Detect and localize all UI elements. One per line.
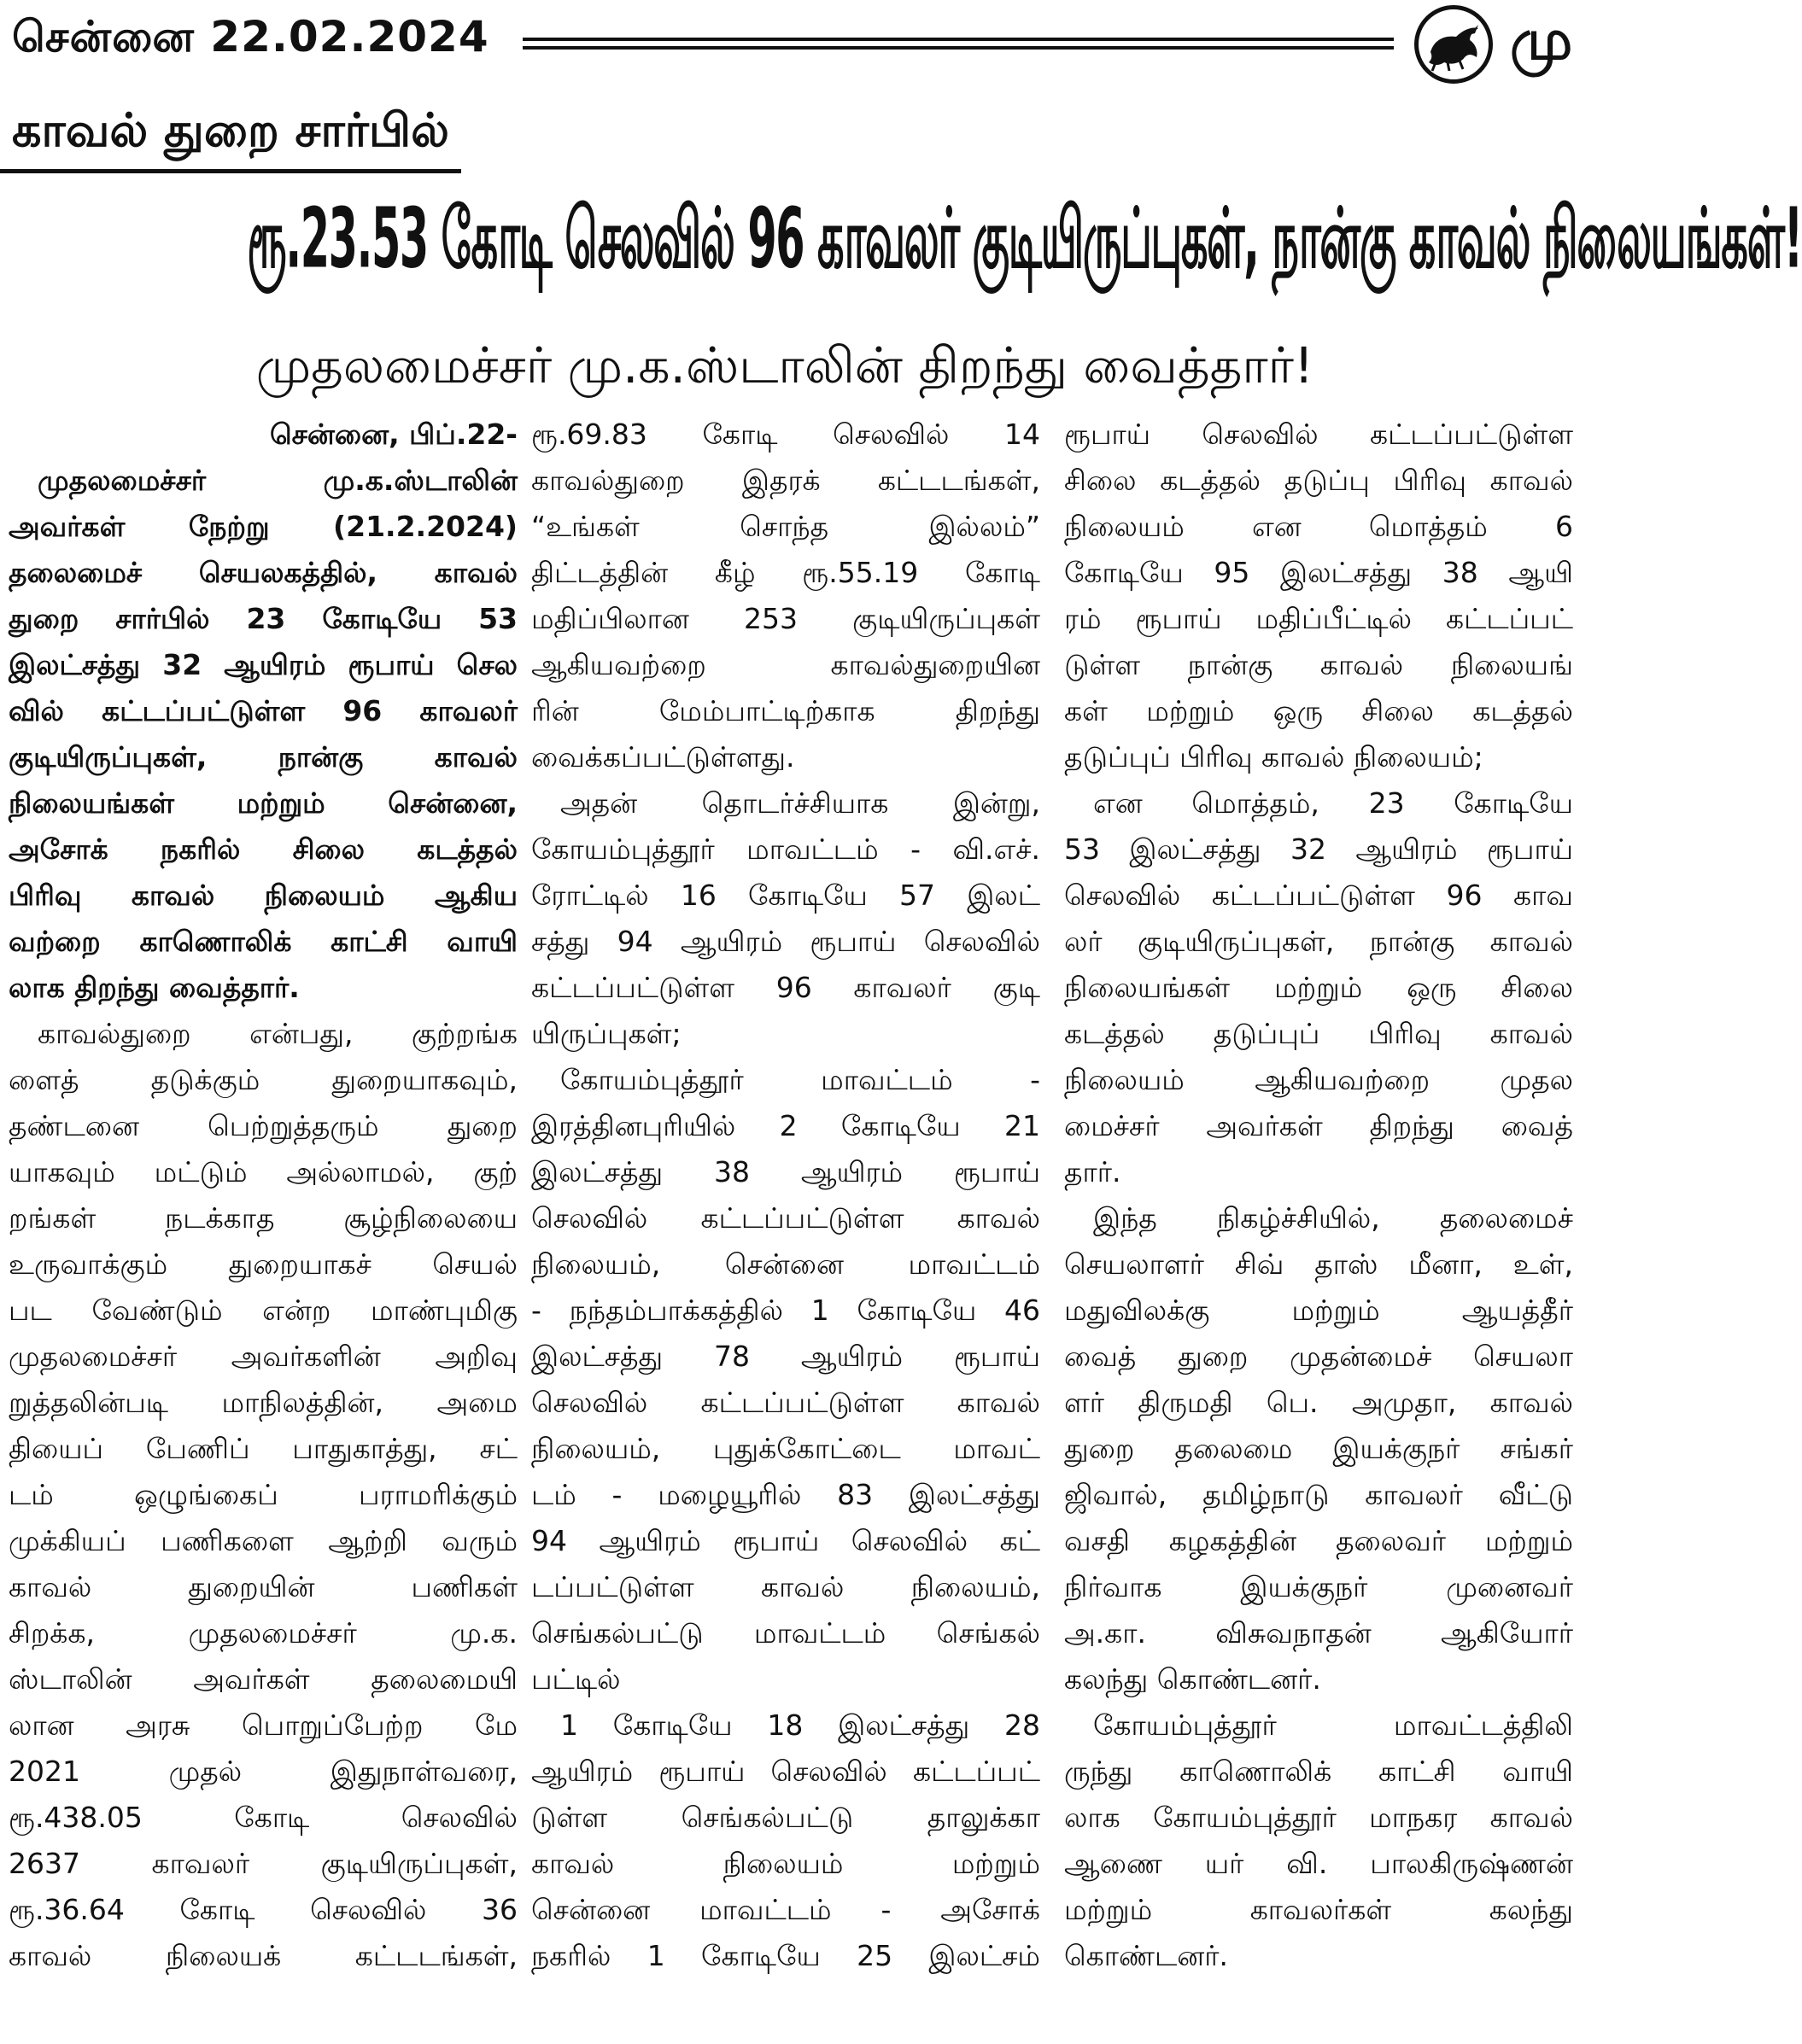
text-line: பிரிவு காவல் நிலையம் ஆகிய xyxy=(9,879,518,912)
text-line: றுத்தலின்படி மாநிலத்தின், அமை xyxy=(9,1386,518,1419)
text-line: பட வேண்டும் என்ற மாண்புமிகு xyxy=(9,1294,518,1327)
text-line: கோடியே 95 இலட்சத்து 38 ஆயி xyxy=(1064,556,1573,589)
text-line: ரூபாய் செலவில் கட்டப்பட்டுள்ள xyxy=(1064,418,1573,451)
text-line: அசோக் நகரில் சிலை கடத்தல் xyxy=(9,832,518,866)
bull-emblem-logo-icon xyxy=(1414,5,1493,84)
text-line: இலட்சத்து 38 ஆயிரம் ரூபாய் xyxy=(531,1155,1040,1188)
text-line: காவல் நிலையக் கட்டடங்கள், xyxy=(9,1939,518,1972)
text-line: சென்னை மாவட்டம் - அசோக் xyxy=(531,1893,1040,1926)
text-line: முதலமைச்சர் அவர்களின் அறிவு xyxy=(9,1340,518,1373)
masthead-title-fragment: மு xyxy=(1510,7,1573,73)
text-line: தண்டனை பெற்றுத்தரும் துறை xyxy=(9,1109,518,1142)
text-line: திட்டத்தின் கீழ் ரூ.55.19 கோடி xyxy=(531,556,1040,589)
text-line: செலவில் கட்டப்பட்டுள்ள காவல் xyxy=(531,1201,1040,1235)
text-line: செயலாளர் சிவ் தாஸ் மீனா, உள், xyxy=(1064,1247,1573,1281)
text-line: ருந்து காணொலிக் காட்சி வாயி xyxy=(1064,1755,1573,1788)
text-line: ஆணை யர் வி. பாலகிருஷ்ணன் xyxy=(1064,1847,1573,1880)
text-line: யிருப்புகள்; xyxy=(531,1017,682,1050)
text-line: வைத் துறை முதன்மைச் செயலா xyxy=(1064,1340,1573,1373)
text-line: 53 இலட்சத்து 32 ஆயிரம் ரூபாய் xyxy=(1064,832,1573,866)
text-line: ஆகியவற்றை காவல்துறையின xyxy=(531,648,1040,681)
text-line: கடத்தல் தடுப்புப் பிரிவு காவல் xyxy=(1064,1017,1573,1050)
text-line: லாக கோயம்புத்தூர் மாநகர காவல் xyxy=(1064,1801,1573,1834)
text-line: வற்றை காணொலிக் காட்சி வாயி xyxy=(9,925,518,958)
text-line: கள் மற்றும் ஒரு சிலை கடத்தல் xyxy=(1064,694,1573,727)
text-line: ரோட்டில் 16 கோடியே 57 இலட் xyxy=(531,879,1040,912)
text-line: டம் ஒழுங்கைப் பராமரிக்கும் xyxy=(9,1478,518,1511)
text-line: மற்றும் காவலர்கள் கலந்து xyxy=(1064,1893,1573,1926)
text-line: ளைத் தடுக்கும் துறையாகவும், xyxy=(9,1063,518,1096)
text-line: 2637 காவலர் குடியிருப்புகள், xyxy=(9,1847,518,1880)
text-line: இலட்சத்து 32 ஆயிரம் ரூபாய் செல xyxy=(9,648,518,681)
text-line: சத்து 94 ஆயிரம் ரூபாய் செலவில் xyxy=(531,925,1040,958)
text-line: இலட்சத்து 78 ஆயிரம் ரூபாய் xyxy=(531,1340,1040,1373)
text-line: செலவில் கட்டப்பட்டுள்ள 96 காவ xyxy=(1064,879,1573,912)
text-line: 2021 முதல் இதுநாள்வரை, xyxy=(9,1755,518,1788)
text-line: பட்டில் xyxy=(531,1662,621,1696)
text-line: கோயம்புத்தூர் மாவட்டம் - வி.எச். xyxy=(531,832,1040,866)
text-line: - நந்தம்பாக்கத்தில் 1 கோடியே 46 xyxy=(531,1294,1040,1327)
text-line: யாகவும் மட்டும் அல்லாமல், குற் xyxy=(9,1155,518,1188)
text-line: குடியிருப்புகள், நான்கு காவல் xyxy=(9,740,518,774)
text-line: முக்கியப் பணிகளை ஆற்றி வரும் xyxy=(9,1524,518,1557)
text-line: மதிப்பிலான 253 குடியிருப்புகள் xyxy=(531,602,1040,635)
kicker: காவல் துறை சார்பில் xyxy=(12,103,449,157)
text-line: ரம் ரூபாய் மதிப்பீட்டில் கட்டப்பட் xyxy=(1064,602,1573,635)
article-column-3 xyxy=(1064,412,1573,2044)
masthead xyxy=(0,0,1573,85)
text-line: கலந்து கொண்டனர். xyxy=(1064,1662,1321,1696)
headline: ரூ.23.53 கோடி செலவில் 96 காவலர் குடியிருப்புகள், நான்கு காவல் நிலையங்கள்! xyxy=(247,190,1802,287)
text-line: காவல் துறையின் பணிகள் xyxy=(9,1570,518,1603)
text-line: செங்கல்பட்டு மாவட்டம் செங்கல் xyxy=(531,1616,1040,1650)
text-line: ரூ.69.83 கோடி செலவில் 14 xyxy=(531,418,1040,451)
text-line: என மொத்தம், 23 கோடியே xyxy=(1093,786,1573,820)
text-line: நிலையம் என மொத்தம் 6 xyxy=(1064,510,1573,543)
text-line: டப்பட்டுள்ள காவல் நிலையம், xyxy=(531,1570,1040,1603)
text-line: லர் குடியிருப்புகள், நான்கு காவல் xyxy=(1064,925,1573,958)
text-line: துறை தலைமை இயக்குநர் சங்கர் xyxy=(1064,1432,1573,1465)
text-line: ரின் மேம்பாட்டிற்காக திறந்து xyxy=(531,694,1040,727)
text-line: கோயம்புத்தூர் மாவட்டத்திலி xyxy=(1093,1708,1573,1742)
text-line: நகரில் 1 கோடியே 25 இலட்சம் xyxy=(531,1939,1040,1972)
text-line: காவல்துறை என்பது, குற்றங்க xyxy=(38,1017,518,1050)
text-line: “உங்கள் சொந்த இல்லம்” xyxy=(531,510,1040,543)
dateline: சென்னை 22.02.2024 xyxy=(12,12,489,61)
text-line: ஆயிரம் ரூபாய் செலவில் கட்டப்பட் xyxy=(531,1755,1040,1788)
text-line: அ.கா. விசுவநாதன் ஆகியோர் xyxy=(1064,1616,1573,1650)
text-line: தடுப்புப் பிரிவு காவல் நிலையம்; xyxy=(1064,740,1483,774)
text-line: கட்டப்பட்டுள்ள 96 காவலர் குடி xyxy=(531,971,1040,1004)
text-line: முதலமைச்சர் மு.க.ஸ்டாலின் xyxy=(38,464,518,497)
text-line: மைச்சர் அவர்கள் திறந்து வைத் xyxy=(1064,1109,1573,1142)
text-line: நிலையம், சென்னை மாவட்டம் xyxy=(531,1247,1040,1281)
text-line: டம் - மழையூரில் 83 இலட்சத்து xyxy=(531,1478,1040,1511)
text-line: கொண்டனர். xyxy=(1064,1939,1229,1972)
text-line: லான அரசு பொறுப்பேற்ற மே xyxy=(9,1708,518,1742)
text-line: தார். xyxy=(1064,1155,1121,1188)
text-line: லாக திறந்து வைத்தார். xyxy=(9,971,300,1004)
subheadline: முதலமைச்சர் மு.க.ஸ்டாலின் திறந்து வைத்தார்! xyxy=(255,336,1314,394)
text-line: செலவில் கட்டப்பட்டுள்ள காவல் xyxy=(531,1386,1040,1419)
text-line: நிலையங்கள் மற்றும் சென்னை, xyxy=(9,786,518,820)
text-line: அவர்கள் நேற்று (21.2.2024) xyxy=(9,510,518,543)
text-line: வசதி கழகத்தின் தலைவர் மற்றும் xyxy=(1064,1524,1573,1557)
text-line: டுள்ள செங்கல்பட்டு தாலுக்கா xyxy=(531,1801,1040,1834)
text-line: நிலையம், புதுக்கோட்டை மாவட் xyxy=(531,1432,1040,1465)
text-line: ஸ்டாலின் அவர்கள் தலைமையி xyxy=(9,1662,518,1696)
text-line: துறை சார்பில் 23 கோடியே 53 xyxy=(9,602,518,635)
text-line: ளர் திருமதி பெ. அமுதா, காவல் xyxy=(1064,1386,1573,1419)
text-line: சிறக்க, முதலமைச்சர் மு.க. xyxy=(9,1616,518,1650)
text-line: சென்னை, பிப்.22- xyxy=(269,418,518,451)
article-column-2 xyxy=(531,412,1040,2044)
text-line: கோயம்புத்தூர் மாவட்டம் - xyxy=(560,1063,1040,1096)
article-column-1 xyxy=(9,412,518,2044)
text-line: ஜிவால், தமிழ்நாடு காவலர் வீட்டு xyxy=(1064,1478,1573,1511)
text-line: ரூ.438.05 கோடி செலவில் xyxy=(9,1801,518,1834)
text-line: உருவாக்கும் துறையாகச் செயல் xyxy=(9,1247,518,1281)
text-line: காவல் நிலையம் மற்றும் xyxy=(531,1847,1040,1880)
text-line: வில் கட்டப்பட்டுள்ள 96 காவலர் xyxy=(9,694,518,727)
text-line: தியைப் பேணிப் பாதுகாத்து, சட் xyxy=(9,1432,518,1465)
text-line: 1 கோடியே 18 இலட்சத்து 28 xyxy=(560,1708,1040,1742)
article-body xyxy=(0,412,1573,2044)
text-line: வைக்கப்பட்டுள்ளது. xyxy=(531,740,795,774)
text-line: நிலையங்கள் மற்றும் ஒரு சிலை xyxy=(1064,971,1573,1004)
masthead-double-rule xyxy=(523,38,1394,50)
text-line: மதுவிலக்கு மற்றும் ஆயத்தீர் xyxy=(1064,1294,1573,1327)
text-line: இரத்தினபுரியில் 2 கோடியே 21 xyxy=(531,1109,1040,1142)
text-line: நிலையம் ஆகியவற்றை முதல xyxy=(1064,1063,1573,1096)
text-line: இந்த நிகழ்ச்சியில், தலைமைச் xyxy=(1093,1201,1573,1235)
text-line: காவல்துறை இதரக் கட்டடங்கள், xyxy=(531,464,1040,497)
text-line: 94 ஆயிரம் ரூபாய் செலவில் கட் xyxy=(531,1524,1040,1557)
text-line: தலைமைச் செயலகத்தில், காவல் xyxy=(9,556,518,589)
text-line: றங்கள் நடக்காத சூழ்நிலையை xyxy=(9,1201,518,1235)
kicker-underline xyxy=(0,99,461,173)
text-line: ரூ.36.64 கோடி செலவில் 36 xyxy=(9,1893,518,1926)
text-line: அதன் தொடர்ச்சியாக இன்று, xyxy=(560,786,1040,820)
text-line: நிர்வாக இயக்குநர் முனைவர் xyxy=(1064,1570,1573,1603)
text-line: சிலை கடத்தல் தடுப்பு பிரிவு காவல் xyxy=(1064,464,1573,497)
text-line: டுள்ள நான்கு காவல் நிலையங் xyxy=(1064,648,1573,681)
